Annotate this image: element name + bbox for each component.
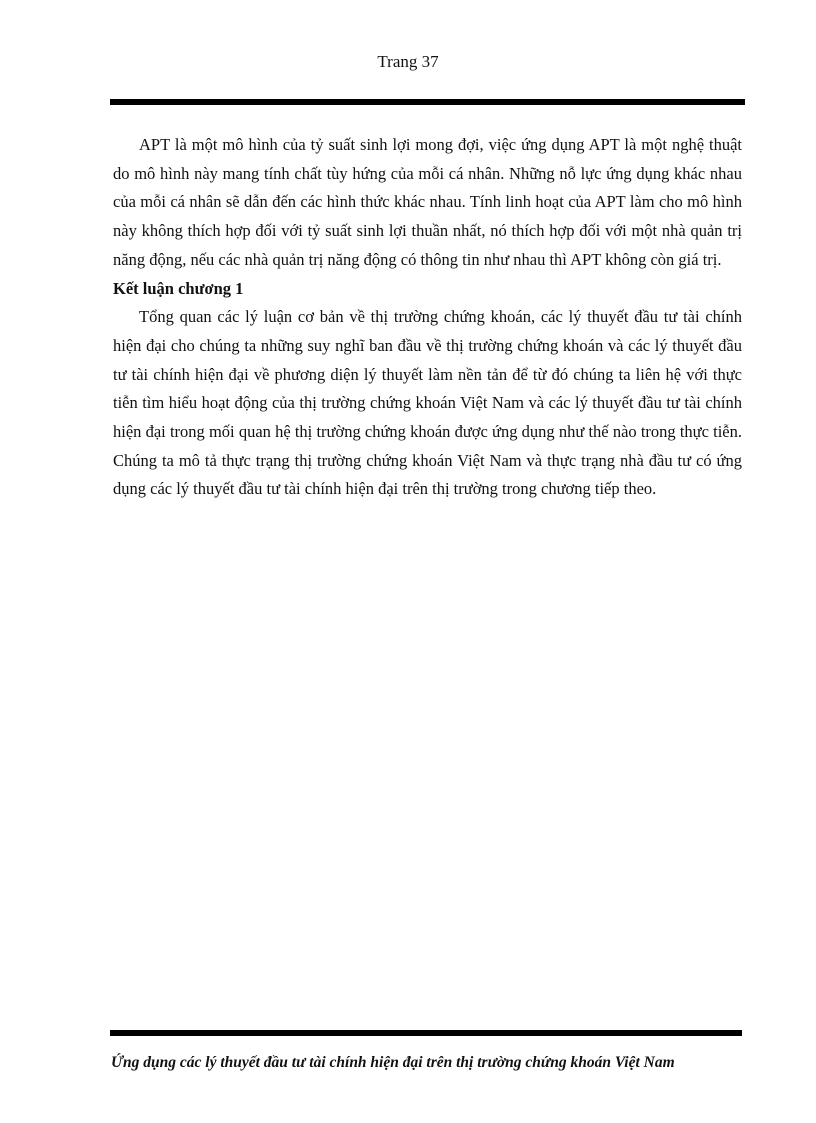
page-number-header: Trang 37 [377,52,439,71]
header-divider [110,99,745,105]
paragraph-apt: APT là một mô hình của tỷ suất sinh lợi mong đợi, việc ứng dụng APT là một nghệ thuật do mô hình này mang tính chất tùy hứng của mỗi cá nhân. Những nỗ lực ứng dụng khác nhau của mỗi cá nhân sẽ dẫn đến các hình thức khác nhau. Tính linh hoạt của APT làm cho mô hình này không thích hợp đối với tỷ suất sinh lợi thuần nhất, nó thích hợp đối với một nhà quản trị năng động, nếu các nhà quản trị năng động có thông tin như nhau thì APT không còn giá trị. [113,135,742,269]
document-body [113,131,742,504]
footer-divider [110,1030,742,1036]
paragraph-conclusion: Tổng quan các lý luận cơ bản về thị trường chứng khoán, các lý thuyết đầu tư tài chính hiện đại cho chúng ta những suy nghĩ ban đầu về thị trường chứng khoán và các lý thuyết đầu tư tài chính hiện đại về phương diện lý thuyết làm nền tản để từ đó chúng ta liên hệ với thực tiễn tìm hiểu hoạt động của thị trường chứng khoán Việt Nam và các lý thuyết đầu tư tài chính hiện đại trong mối quan hệ thị trường chứng khoán được ứng dụng như thế nào trong thực tiễn. Chúng ta mô tả thực trạng thị trường chứng khoán Việt Nam và thực trạng nhà đầu tư có ứng dụng các lý thuyết đầu tư tài chính hiện đại trên thị trường trong chương tiếp theo. [113,307,742,499]
document-title-footer: Ứng dụng các lý thuyết đầu tư tài chính hiện đại trên thị trường chứng khoán Việt Nam [111,1054,675,1071]
section-heading: Kết luận chương 1 [113,278,244,298]
